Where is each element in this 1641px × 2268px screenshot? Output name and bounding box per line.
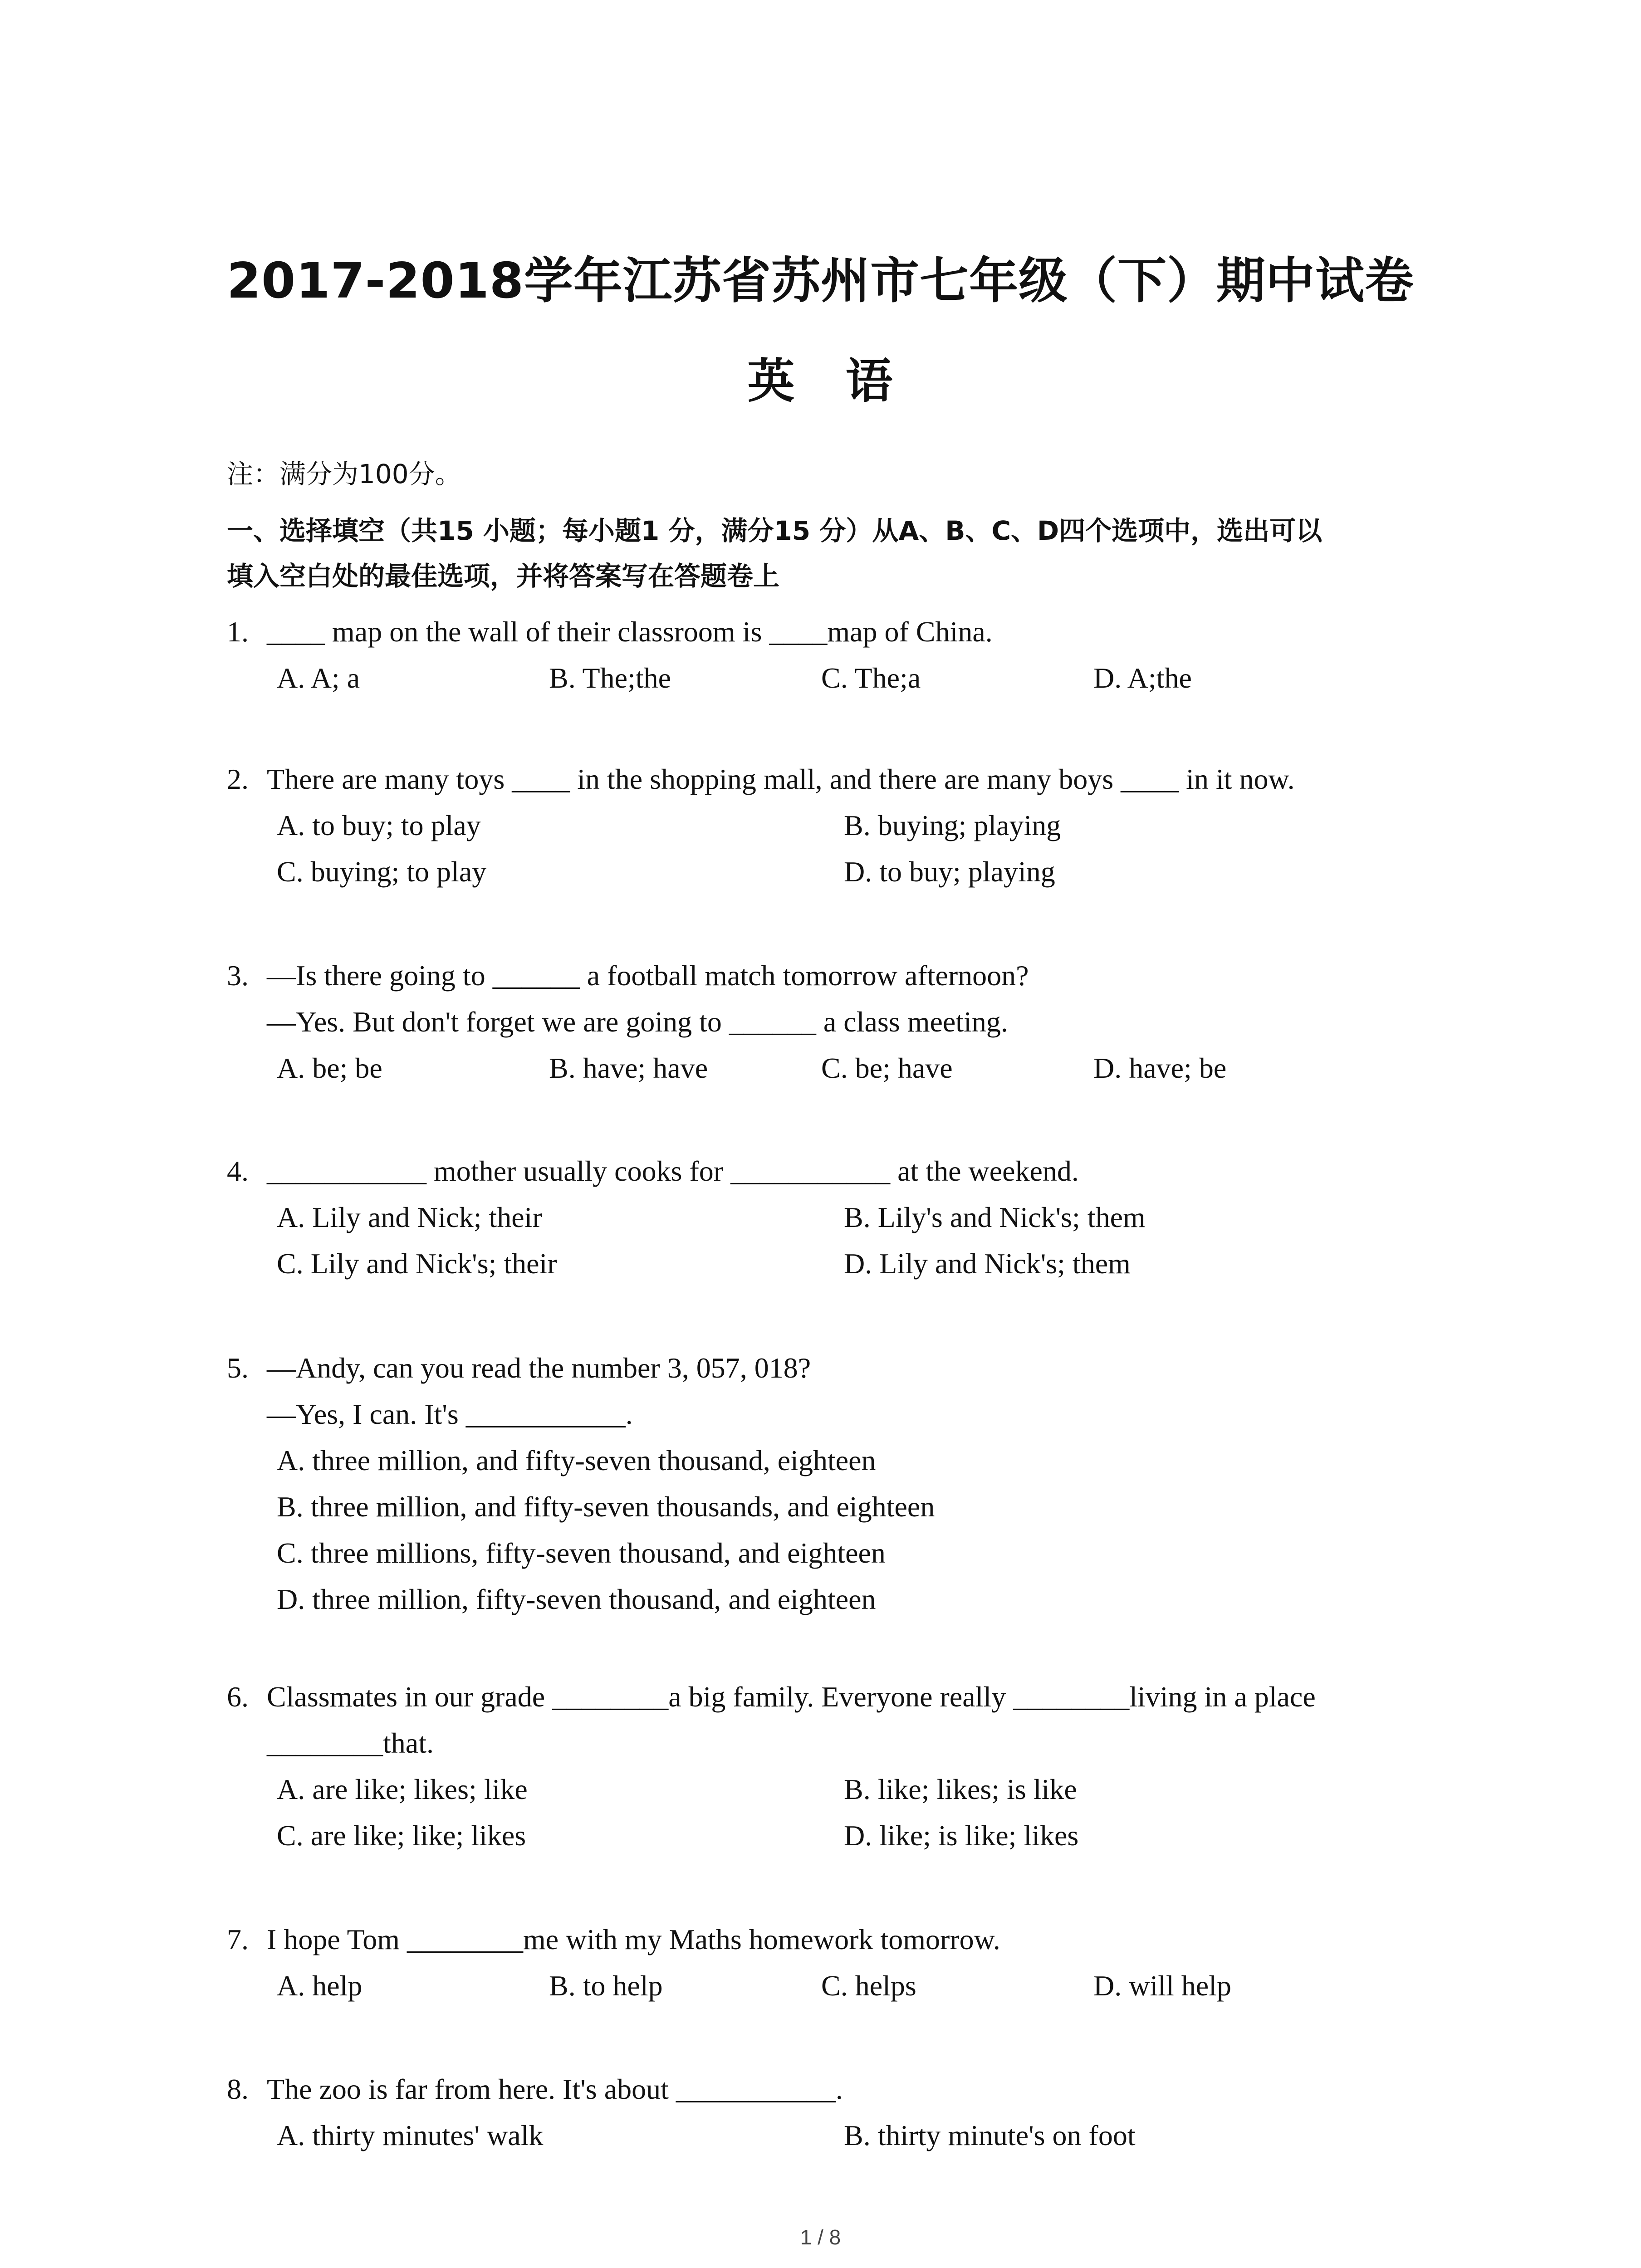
subject-char-2: 语 (845, 353, 894, 409)
option-b: B. have; have (549, 1052, 708, 1084)
options-row (227, 1963, 1231, 2009)
question-number: 7. (227, 1923, 249, 1955)
option-d: D. Lily and Nick's; them (844, 1247, 1131, 1280)
question-number: 8. (227, 2073, 249, 2105)
question-number: 2. (227, 763, 249, 795)
question-number: 4. (227, 1155, 249, 1187)
option-b: B. Lily's and Nick's; them (844, 1201, 1146, 1233)
options-row (227, 1045, 1227, 1091)
question-5 (227, 1345, 935, 1623)
option-b: B. thirty minute's on foot (844, 2119, 1136, 2151)
option-c: C. The;a (821, 662, 921, 694)
question-3 (227, 953, 1227, 1091)
question-1 (227, 609, 1192, 701)
section-instructions-line-2: 填入空白处的最佳选项，并将答案写在答题卷上 (227, 561, 780, 591)
question-stem-line-2: ________that. (267, 1727, 434, 1759)
option-c: C. helps (821, 1970, 916, 2002)
options-row (227, 1194, 1146, 1241)
score-note: 注：满分为100分。 (227, 459, 461, 489)
option-b: B. like; likes; is like (844, 1773, 1077, 1805)
option-c: C. are like; like; likes (277, 1819, 526, 1852)
question-number: 1. (227, 616, 249, 648)
option-d: D. A;the (1093, 662, 1192, 694)
question-7 (227, 1916, 1231, 2009)
options-row (227, 2112, 1136, 2159)
question-stem: There are many toys ____ in the shopping mall, and there are many boys ____ in it now. (267, 763, 1295, 795)
section-instructions (227, 508, 1479, 599)
subject-heading (0, 349, 1641, 413)
option-a: A. A; a (277, 662, 360, 694)
page-number: 1 / 8 (800, 2225, 841, 2249)
question-number: 3. (227, 959, 249, 992)
options-row (227, 802, 1295, 849)
option-b: B. to help (549, 1970, 663, 2002)
options-row (227, 1813, 1316, 1859)
question-stem-line-2: —Yes, I can. It's ___________. (267, 1398, 633, 1430)
option-a: A. are like; likes; like (277, 1773, 528, 1805)
options-row (227, 849, 1295, 895)
option-b: B. The;the (549, 662, 671, 694)
question-stem-line-1: —Is there going to ______ a football match tomorrow afternoon? (267, 959, 1029, 992)
question-stem: The zoo is far from here. It's about ___________. (267, 2073, 843, 2105)
page-title: 2017-2018学年江苏省苏州市七年级（下）期中试卷 (227, 253, 1414, 309)
options-row (227, 1766, 1316, 1813)
option-d: D. have; be (1093, 1052, 1227, 1084)
question-stem-line-2: —Yes. But don't forget we are going to ______ a class meeting. (267, 1006, 1008, 1038)
question-stem: I hope Tom ________me with my Maths homework tomorrow. (267, 1923, 1000, 1955)
option-d: D. like; is like; likes (844, 1819, 1079, 1852)
question-4 (227, 1148, 1146, 1287)
question-8 (227, 2066, 1136, 2159)
question-stem: ___________ mother usually cooks for ___________ at the weekend. (267, 1155, 1079, 1187)
question-6 (227, 1674, 1316, 1859)
subject-char-1: 英 (747, 353, 796, 409)
option-b: B. buying; playing (844, 809, 1061, 841)
question-number: 6. (227, 1681, 249, 1713)
option-b: B. three million, and fifty-seven thousands, and eighteen (277, 1491, 935, 1523)
question-stem-line-1: —Andy, can you read the number 3, 057, 018? (267, 1352, 811, 1384)
option-a: A. Lily and Nick; their (277, 1201, 542, 1233)
question-stem: ____ map on the wall of their classroom is ____map of China. (267, 616, 993, 648)
section-instructions-line-1: 一、选择填空（共15 小题；每小题1 分，满分15 分）从A、B、C、D四个选项中，选出可以 (227, 515, 1323, 546)
options-row (227, 655, 1192, 701)
option-d: D. to buy; playing (844, 855, 1055, 888)
option-c: C. three millions, fifty-seven thousand, and eighteen (277, 1537, 886, 1569)
question-stem-line-1: Classmates in our grade ________a big family. Everyone really ________living in a place (267, 1681, 1316, 1713)
option-a: A. be; be (277, 1052, 382, 1084)
option-a: A. to buy; to play (277, 809, 481, 841)
option-c: C. be; have (821, 1052, 953, 1084)
option-d: D. will help (1093, 1970, 1231, 2002)
options-row (227, 1241, 1131, 1287)
question-2 (227, 756, 1295, 895)
question-number: 5. (227, 1352, 249, 1384)
option-d: D. three million, fifty-seven thousand, and eighteen (277, 1583, 876, 1615)
option-a: A. thirty minutes' walk (277, 2119, 544, 2151)
option-a: A. three million, and fifty-seven thousand, eighteen (277, 1444, 876, 1476)
option-c: C. Lily and Nick's; their (277, 1247, 557, 1280)
option-a: A. help (277, 1970, 362, 2002)
option-c: C. buying; to play (277, 855, 487, 888)
